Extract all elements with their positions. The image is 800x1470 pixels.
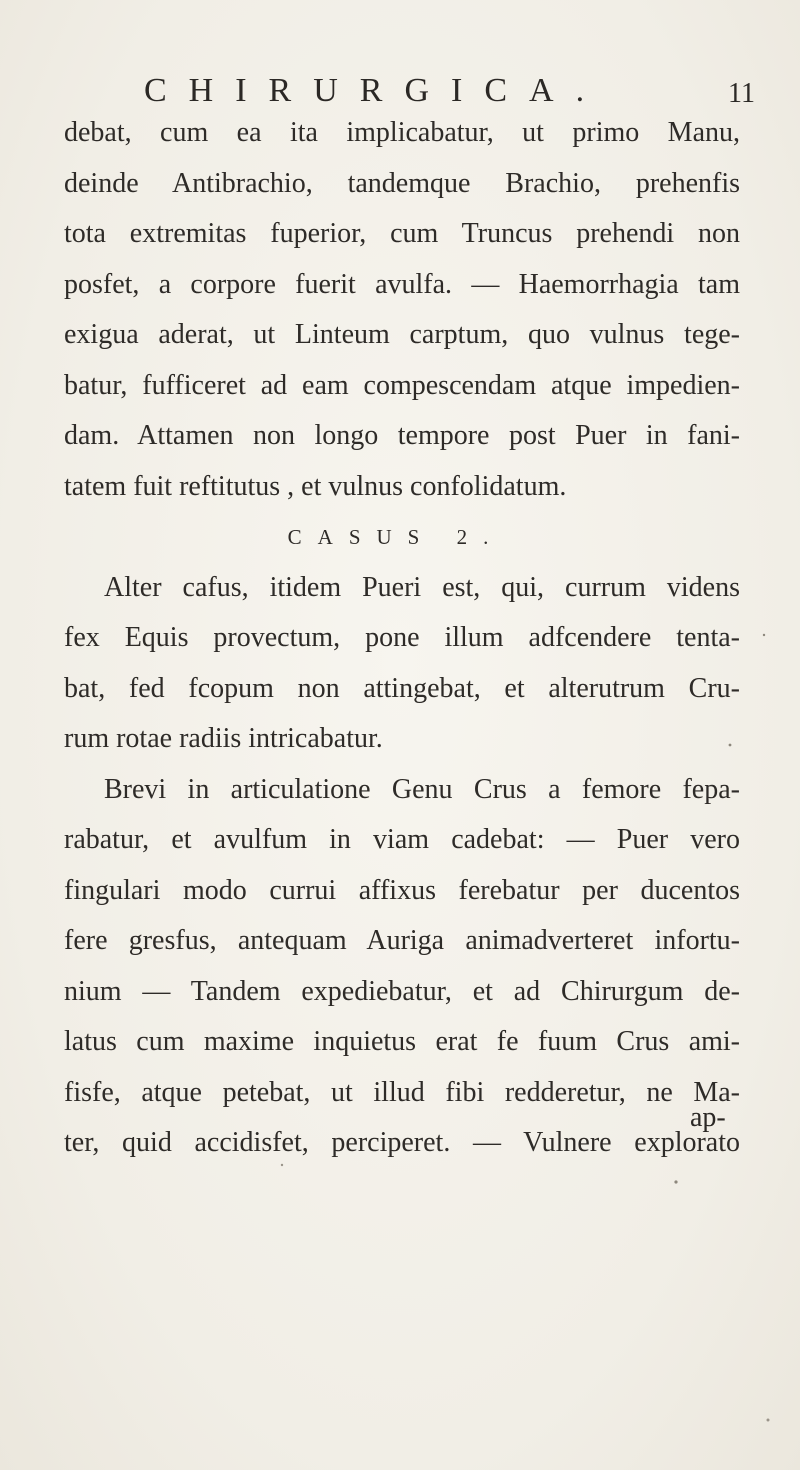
text-line: bat, fed fcopum non attingebat, et alterutrum Cru- (64, 672, 740, 704)
text-line: fex Equis provectum, pone illum adfcendere tenta- (64, 622, 740, 653)
text-line: batur, fufficeret ad eam compescendam atque impedien- (64, 369, 740, 401)
text-line: rum rotae radiis intricabatur. (64, 723, 383, 754)
ink-speck (767, 1419, 770, 1422)
text-line: Brevi in articulatione Genu Crus a femore fepa- (104, 773, 740, 805)
text-line: fingulari modo currui affixus ferebatur per ducentos (64, 874, 740, 906)
text-line: latus cum maxime inquietus erat fe fuum Crus ami- (64, 1026, 740, 1057)
case-heading: CASUS 2. (287, 525, 505, 549)
text-line: tatem fuit reftitutus , et vulnus confolidatum. (64, 470, 567, 502)
text-line: exigua aderat, ut Linteum carptum, quo vulnus tege- (64, 319, 740, 350)
text-line: posfet, a corpore fuerit avulfa. — Haemorrhagia tam (64, 268, 740, 300)
page-number: 11 (728, 78, 755, 109)
text-line: debat, cum ea ita implicabatur, ut primo Manu, (64, 117, 740, 148)
text-line: Alter cafus, itidem Pueri est, qui, currum videns (104, 571, 740, 603)
text-line: deinde Antibrachio, tandemque Brachio, prehenfis (64, 167, 740, 199)
ink-speck (763, 634, 765, 636)
body-text (64, 108, 740, 1169)
text-line: nium — Tandem expediebatur, et ad Chirurgum de- (64, 975, 740, 1007)
ink-speck (674, 1180, 677, 1183)
text-line: dam. Attamen non longo tempore post Puer in fani- (64, 420, 740, 451)
catchword: ap- (690, 1102, 726, 1133)
text-line: ter, quid accidisfet, perciperet. — Vulnere explorato (64, 1127, 740, 1158)
running-title: CHIRURGICA. (144, 72, 607, 109)
text-line: fere gresfus, antequam Auriga animadverteret infortu- (64, 925, 740, 956)
text-line: rabatur, et avulfum in viam cadebat: — Puer vero (64, 824, 740, 855)
text-line: tota extremitas fuperior, cum Truncus prehendi non (64, 218, 740, 249)
text-line: fisfe, atque petebat, ut illud fibi redderetur, ne Ma- (64, 1076, 740, 1108)
